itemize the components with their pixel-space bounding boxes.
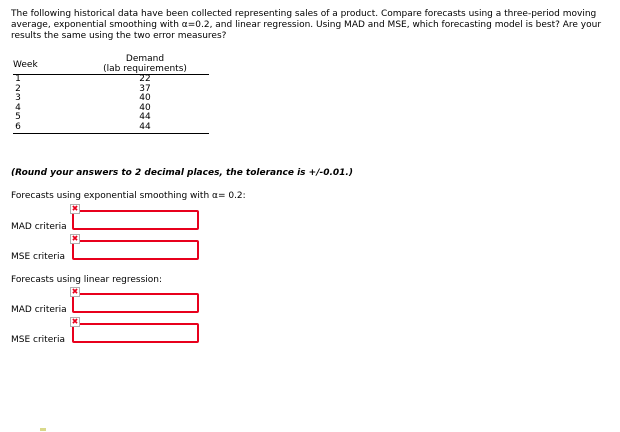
rounding-instruction: (Round your answers to 2 decimal places, the tolerance is +/-0.01.) [11, 168, 353, 178]
table-row [13, 94, 209, 104]
table-row [13, 113, 209, 123]
week-cell: 1 [15, 74, 21, 84]
regression-heading: Forecasts using linear regression: [11, 275, 163, 285]
question-text: The following historical data have been collected representing sales of a product. Compare forecasts using a three-period moving average, exponential smoothing with α=0.2, and linear regression. Using MAD and MSE, which forecasting model is best? Are your results the same using the two error measures? [11, 9, 602, 41]
table-header-row [13, 54, 209, 75]
demand-cell: 40 [139, 93, 151, 104]
error-icon: ✖ [71, 234, 79, 243]
demand-header-line2: (lab requirements) [103, 64, 187, 74]
reg-mse-label: MSE criteria [11, 335, 65, 345]
week-cell: 2 [15, 83, 21, 94]
exp-mad-label: MAD criteria [11, 222, 67, 232]
table-row [13, 85, 209, 95]
table-row [13, 104, 209, 114]
error-icon: ✖ [71, 204, 79, 213]
week-cell: 3 [15, 93, 21, 104]
demand-cell: 22 [139, 74, 151, 84]
exp-mad-input[interactable] [72, 210, 199, 230]
error-icon: ✖ [71, 317, 79, 326]
demand-cell: 37 [139, 83, 151, 94]
exp-mse-input[interactable] [72, 240, 199, 260]
week-cell: 5 [15, 112, 21, 123]
exp-mse-label: MSE criteria [11, 252, 65, 262]
demand-cell: 40 [139, 102, 151, 113]
demand-cell: 44 [139, 112, 151, 123]
week-header: Week [13, 60, 38, 70]
page-edge-mark [40, 428, 46, 431]
demand-table [13, 54, 209, 134]
reg-mad-input[interactable] [72, 293, 199, 313]
demand-header [81, 54, 209, 75]
demand-cell: 44 [139, 121, 151, 132]
reg-mad-label: MAD criteria [11, 305, 67, 315]
week-cell: 6 [15, 121, 21, 132]
reg-mse-input[interactable] [72, 323, 199, 343]
table-row [13, 75, 209, 85]
error-icon: ✖ [71, 287, 79, 296]
week-cell: 4 [15, 102, 21, 113]
table-row [13, 123, 209, 133]
demand-header-line1: Demand [125, 54, 165, 64]
exponential-heading: Forecasts using exponential smoothing with α= 0.2: [11, 191, 246, 201]
